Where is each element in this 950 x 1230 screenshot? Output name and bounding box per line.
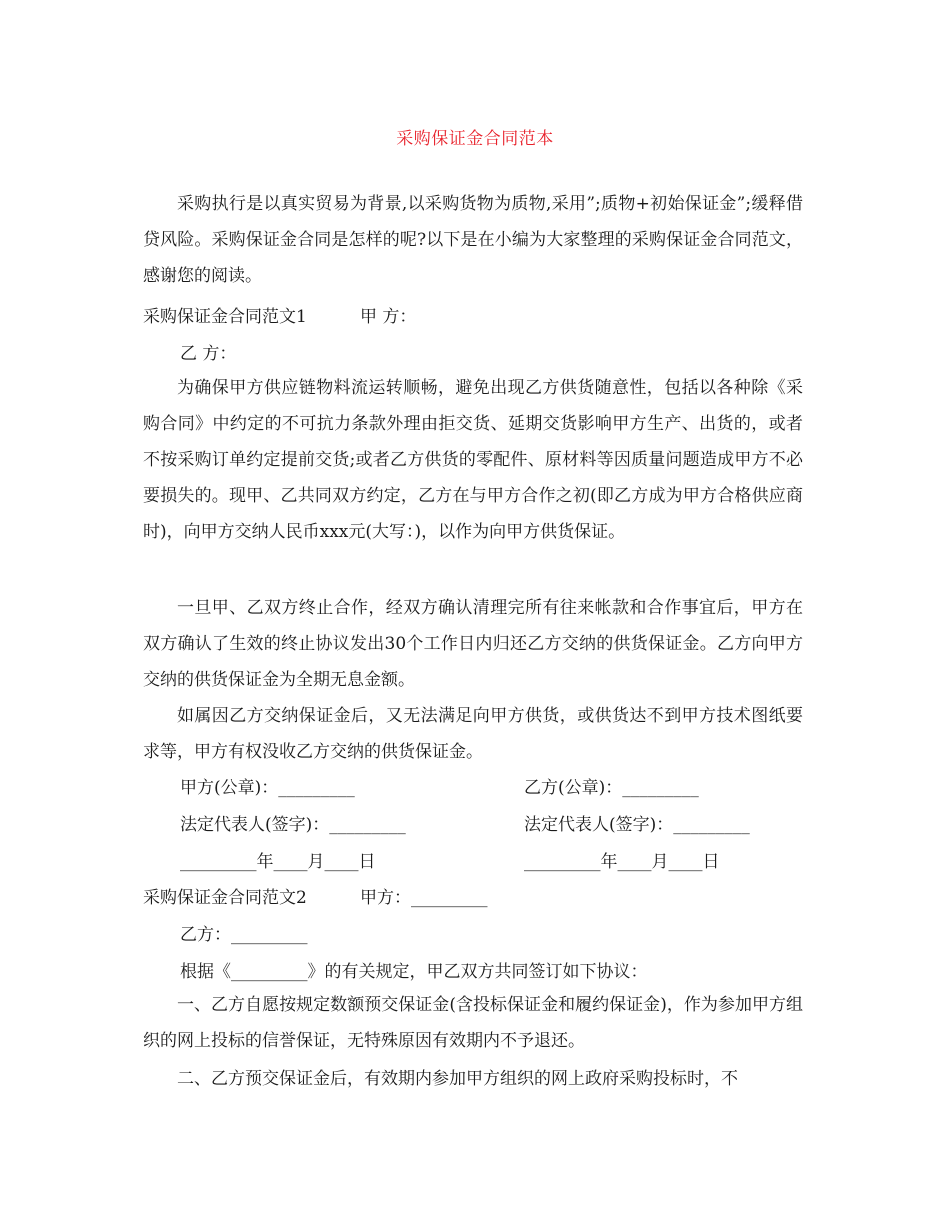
sample2-paragraph-1: 根据《_________》的有关规定，甲乙双方共同签订如下协议：: [180, 962, 648, 982]
date-b: _________年____月____日: [524, 852, 720, 872]
sample2-party-a: 甲方：_________: [360, 888, 488, 908]
sample2-paragraph-2: 一、乙方自愿按规定数额预交保证金(含投标保证金和履约保证金)，作为参加甲方组织的网上投标的信誉保证，无特殊原因有效期内不予退还。: [143, 995, 803, 1051]
sample1-paragraph-1: 为确保甲方供应链物料流运转顺畅，避免出现乙方供货随意性，包括以各种除《采购合同》中约定的不可抗力条款外理由拒交货、延期交货影响甲方生产、出货的，或者不按采购订单约定提前交货;或者乙方供货的零配件、原材料等因质量问题造成甲方不必要损失的。现甲、乙共同双方约定，乙方在与甲方合作之初(即乙方成为甲方合格供应商时)，向甲方交纳人民币xxx元(大写：)，以作为向甲方供货保证。: [143, 378, 803, 542]
sample2-paragraph-3: 二、乙方预交保证金后，有效期内参加甲方组织的网上政府采购投标时，不: [177, 1069, 738, 1089]
date-a: _________年____月____日: [180, 852, 376, 872]
sample1-paragraph-3: 如属因乙方交纳保证金后，又无法满足向甲方供货，或供货达不到甲方技术图纸要求等，甲方有权没收乙方交纳的供货保证金。: [143, 706, 803, 762]
sample1-party-a: 甲 方：: [360, 307, 417, 327]
sample1-paragraph-2: 一旦甲、乙双方终止合作，经双方确认清理完所有往来帐款和合作事宜后，甲方在双方确认了生效的终止协议发出30个工作日内归还乙方交纳的供货保证金。乙方向甲方交纳的供货保证金为全期无息金额。: [143, 598, 803, 690]
sample2-party-b: 乙方：_________: [180, 925, 308, 945]
sample1-party-b: 乙 方：: [180, 344, 237, 364]
sign-b-seal: 乙方(公章)：_________: [524, 778, 699, 798]
sample2-heading: 采购保证金合同范文2: [143, 888, 307, 908]
sample1-heading: 采购保证金合同范文1: [143, 307, 307, 327]
document-title: 采购保证金合同范本: [396, 129, 554, 149]
sign-a-seal: 甲方(公章)：_________: [180, 778, 355, 798]
sign-a-representative: 法定代表人(签字)：_________: [180, 815, 406, 835]
intro-paragraph: 采购执行是以真实贸易为背景,以采购货物为质物,采用”;质物+初始保证金”;缓释借贷风险。采购保证金合同是怎样的呢?以下是在小编为大家整理的采购保证金合同范文，感谢您的阅读。: [143, 194, 803, 286]
sign-b-representative: 法定代表人(签字)：_________: [524, 815, 750, 835]
